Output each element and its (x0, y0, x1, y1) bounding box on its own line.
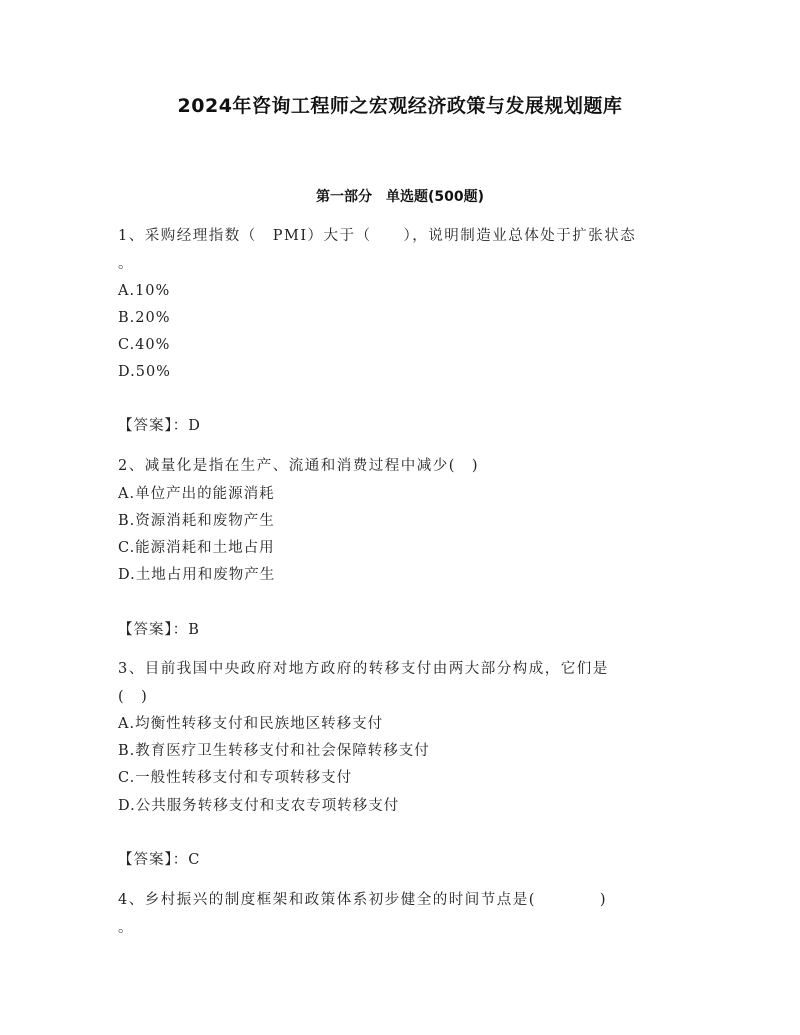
question-2-option-c: C.能源消耗和土地占用 (118, 540, 275, 556)
document-title: 2024年咨询工程师之宏观经济政策与发展规划题库 (177, 95, 623, 117)
question-3-option-b: B.教育医疗卫生转移支付和社会保障转移支付 (118, 743, 430, 759)
question-4-stem-cont: 。 (118, 920, 134, 936)
question-4-stem: 4、乡村振兴的制度框架和政策体系初步健全的时间节点是( ) (118, 892, 608, 908)
question-1-option-b: B.20% (118, 310, 171, 326)
question-1-option-d: D.50% (118, 364, 171, 380)
question-1-answer: 【答案】：D (118, 418, 201, 434)
question-3-option-a: A.均衡性转移支付和民族地区转移支付 (118, 716, 384, 732)
question-1-stem: 1、采购经理指数（ PMI）大于（ ），说明制造业总体处于扩张状态 (118, 228, 637, 244)
question-1-stem-cont: 。 (118, 256, 134, 272)
question-2-option-d: D.土地占用和废物产生 (118, 567, 276, 583)
question-2-stem: 2、减量化是指在生产、流通和消费过程中减少( ) (118, 458, 480, 474)
question-1-option-a: A.10% (118, 283, 171, 299)
question-3-stem: 3、目前我国中央政府对地方政府的转移支付由两大部分构成，它们是 (118, 661, 609, 677)
question-2-option-a: A.单位产出的能源消耗 (118, 486, 275, 502)
question-1-option-c: C.40% (118, 337, 171, 353)
question-3-option-d: D.公共服务转移支付和支农专项转移支付 (118, 798, 400, 814)
question-3-stem-cont: ( ) (118, 689, 149, 705)
question-2-option-b: B.资源消耗和废物产生 (118, 513, 275, 529)
section-heading: 第一部分 单选题(500题) (315, 189, 485, 205)
question-3-answer: 【答案】：C (118, 852, 201, 868)
question-3-option-c: C.一般性转移支付和专项转移支付 (118, 770, 353, 786)
question-2-answer: 【答案】：B (118, 622, 200, 638)
